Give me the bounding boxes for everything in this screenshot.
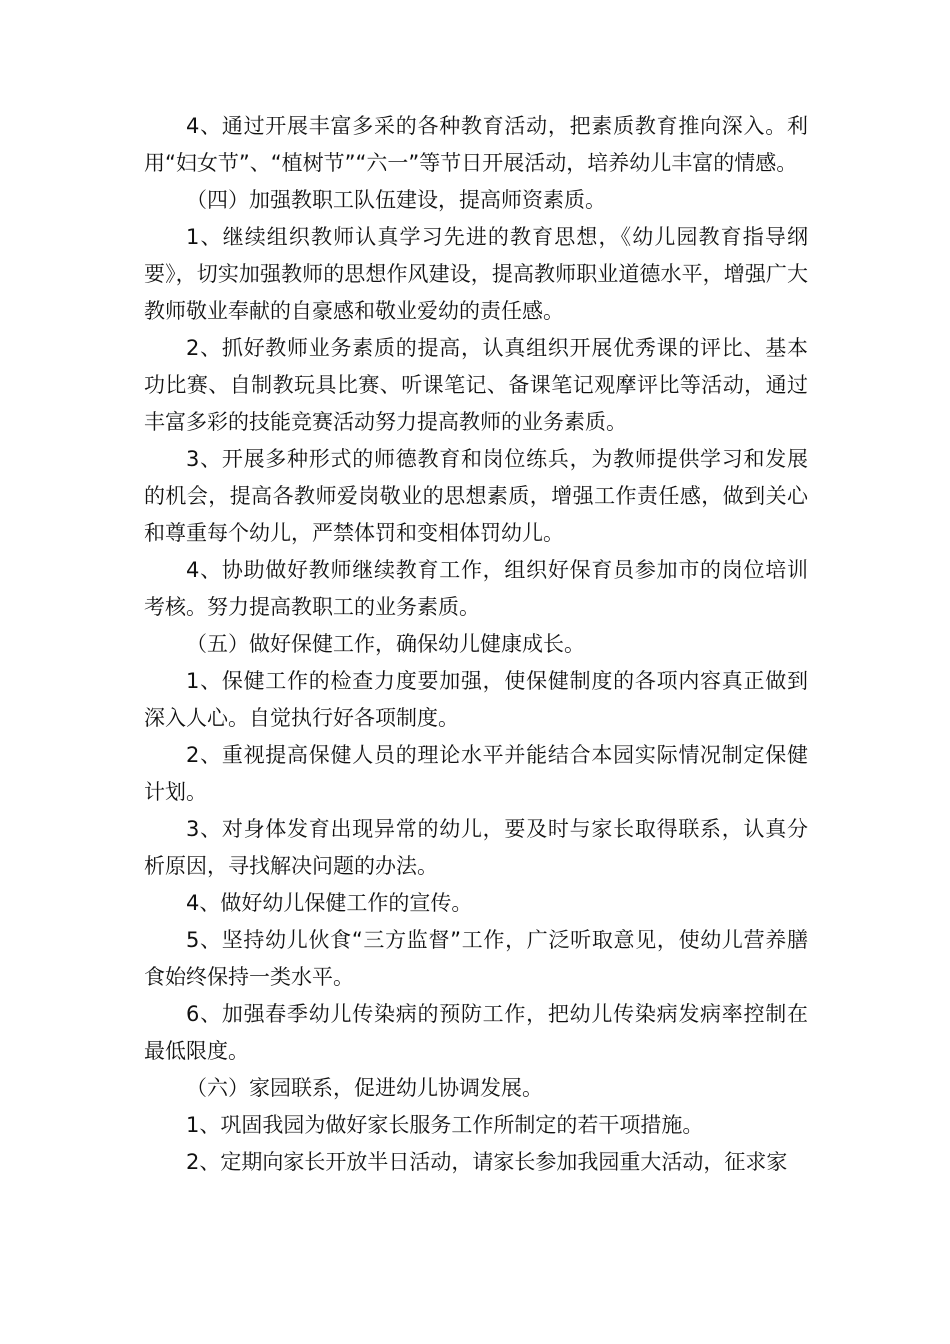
paragraph-activities-4: 4、通过开展丰富多采的各种教育活动，把素质教育推向深入。利用“妇女节”、“植树节”“六一”等节日开展活动，培养幼儿丰富的情感。 bbox=[144, 114, 808, 175]
paragraph-health-5: 5、坚持幼儿伙食“三方监督”工作，广泛听取意见，使幼儿营养膳食始终保持一类水平。 bbox=[144, 928, 808, 989]
paragraph-health-3: 3、对身体发育出现异常的幼儿，要及时与家长取得联系，认真分析原因，寻找解决问题的办法。 bbox=[144, 817, 808, 878]
paragraph-staff-2: 2、抓好教师业务素质的提高，认真组织开展优秀课的评比、基本功比赛、自制教玩具比赛、听课笔记、备课笔记观摩评比等活动，通过丰富多彩的技能竞赛活动努力提高教师的业务素质。 bbox=[144, 336, 808, 434]
paragraph-staff-3: 3、开展多种形式的师德教育和岗位练兵，为教师提供学习和发展的机会，提高各教师爱岗敬业的思想素质，增强工作责任感，做到关心和尊重每个幼儿，严禁体罚和变相体罚幼儿。 bbox=[144, 447, 808, 545]
paragraph-health-1: 1、保健工作的检查力度要加强，使保健制度的各项内容真正做到深入人心。自觉执行好各项制度。 bbox=[144, 669, 808, 730]
section-heading-6: （六）家园联系，促进幼儿协调发展。 bbox=[186, 1076, 543, 1100]
paragraph-health-6: 6、加强春季幼儿传染病的预防工作，把幼儿传染病发病率控制在最低限度。 bbox=[144, 1002, 808, 1063]
section-heading-5: （五）做好保健工作，确保幼儿健康成长。 bbox=[186, 632, 585, 656]
paragraph-health-2: 2、重视提高保健人员的理论水平并能结合本园实际情况制定保健计划。 bbox=[144, 743, 808, 804]
paragraph-health-4: 4、做好幼儿保健工作的宣传。 bbox=[186, 891, 473, 915]
paragraph-family-2: 2、定期向家长开放半日活动，请家长参加我园重大活动，征求家 bbox=[186, 1150, 788, 1174]
paragraph-staff-4: 4、协助做好教师继续教育工作，组织好保育员参加市的岗位培训考核。努力提高教职工的业务素质。 bbox=[144, 558, 808, 619]
section-heading-4: （四）加强教职工队伍建设，提高师资素质。 bbox=[186, 188, 606, 212]
paragraph-staff-1: 1、继续组织教师认真学习先进的教育思想，《幼儿园教育指导纲要》，切实加强教师的思想作风建设，提高教师职业道德水平，增强广大教师敬业奉献的自豪感和敬业爱幼的责任感。 bbox=[144, 225, 808, 323]
paragraph-family-1: 1、巩固我园为做好家长服务工作所制定的若干项措施。 bbox=[186, 1113, 704, 1137]
document-body bbox=[144, 108, 808, 1181]
